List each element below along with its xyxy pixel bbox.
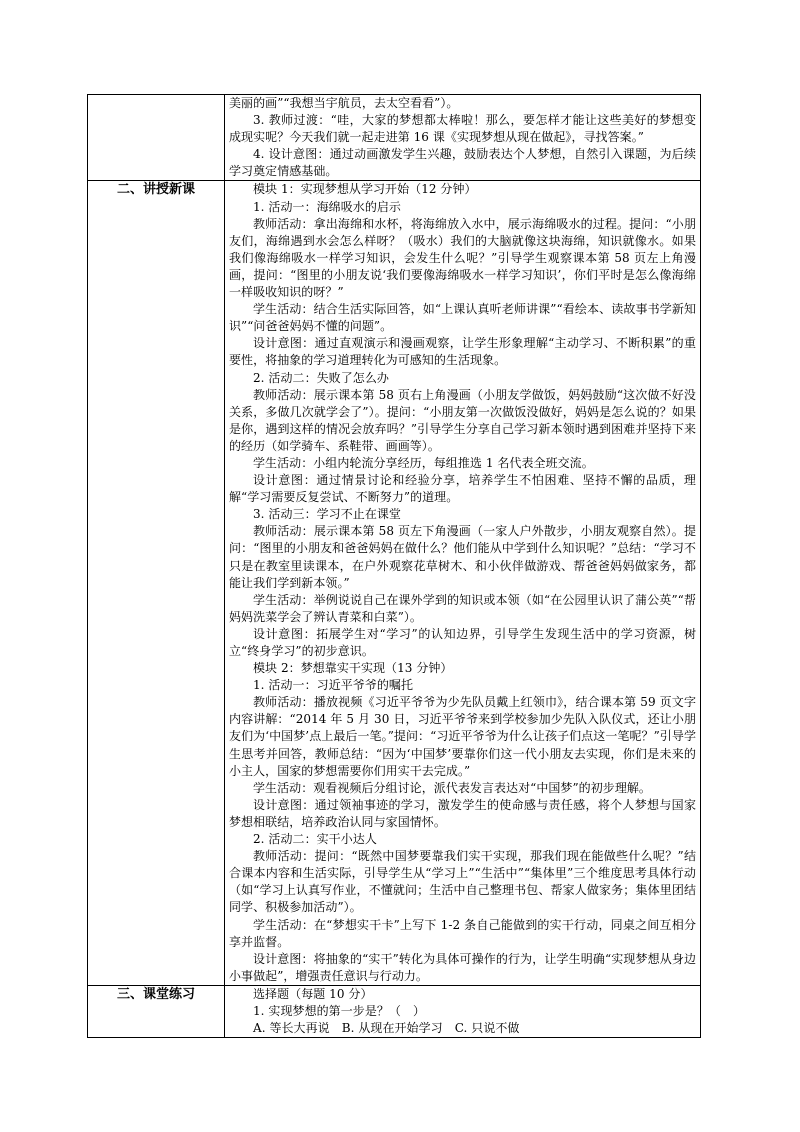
table-row [88, 985, 701, 1037]
question-text: 1. 实现梦想的第一步是？（ ） [253, 1003, 426, 1018]
section-label-cell [88, 985, 225, 1037]
paragraph: 学生活动：结合生活实际回答，如“上课认真听老师讲课”“看绘本、读故事书学新知识”“问爸爸妈妈不懂的问题”。 [229, 302, 696, 334]
exercise-heading: 选择题（每题 10 分） [253, 986, 373, 1001]
table-row [88, 95, 701, 181]
paragraph: 4. 设计意图：通过动画激发学生兴趣，鼓励表达个人梦想，自然引入课题，为后续学习奠定情感基础。 [229, 147, 696, 179]
paragraph: 学生活动：小组内轮流分享经历，每组推选 1 名代表全班交流。 [253, 455, 594, 470]
question-options: A. 等长大再说 B. 从现在开始学习 C. 只说不做 [253, 1021, 520, 1036]
paragraph: 设计意图：通过情景讨论和经验分享，培养学生不怕困难、坚持不懈的品质，理解“学习需要反复尝试、不断努力”的道理。 [229, 473, 696, 505]
activity-heading: 2. 活动二：失败了怎么办 [253, 370, 389, 385]
activity-heading: 3. 活动三：学习不止在课堂 [253, 507, 401, 522]
activity-heading: 1. 活动一：海绵吸水的启示 [253, 199, 401, 214]
table-row [88, 181, 701, 985]
activity-heading: 1. 活动一：习近平爷爷的嘱托 [253, 678, 414, 693]
paragraph: 设计意图：通过领袖事迹的学习，激发学生的使命感与责任感，将个人梦想与国家梦想相联结，培养政治认同与家国情怀。 [229, 797, 696, 829]
section-label-cell [88, 181, 225, 985]
section-label: 三、课堂练习 [116, 986, 195, 1002]
section-content-cell [225, 95, 701, 181]
paragraph: 设计意图：将抽象的“实干”转化为具体可操作的行为，让学生明确“实现梦想从身边小事做起”，增强责任意识与行动力。 [229, 951, 696, 983]
paragraph: 学生活动：举例说说自己在课外学到的知识或本领（如“在公园里认识了蒲公英”“帮妈妈洗菜学会了辨认青菜和白菜”）。 [229, 592, 696, 624]
lesson-plan-table [87, 94, 701, 1038]
paragraph: 3. 教师过渡：“哇，大家的梦想都太棒啦！那么，要怎样才能让这些美好的梦想变成现实呢？今天我们就一起走进第 16 课《实现梦想从现在做起》，寻找答案。” [229, 113, 696, 145]
paragraph: 教师活动：展示课本第 58 页左下角漫画（一家人户外散步，小朋友观察自然）。提问：“图里的小朋友和爸爸妈妈在做什么？他们能从中学到什么知识呢？”总结：“学习不只是在教室里读课本，在户外观察花草树木、和小伙伴做游戏、帮爸爸妈妈做家务，都能让我们学到新本领。” [229, 524, 696, 590]
section-content-cell [225, 181, 701, 985]
paragraph: 学生活动：在“梦想实干卡”上写下 1-2 条自己能做到的实干行动，同桌之间互相分享并监督。 [229, 917, 696, 949]
paragraph: 教师活动：提问：“既然中国梦要靠我们实干实现，那我们现在能做些什么呢？”结合课本内容和生活实际，引导学生从“学习上”“生活中”“集体里”三个维度思考具体行动（如“学习上认真写作业，不懂就问；生活中自己整理书包、帮家人做家务；集体里团结同学、积极参加活动”）。 [229, 849, 696, 915]
paragraph: 教师活动：展示课本第 58 页右上角漫画（小朋友学做饭，妈妈鼓励“这次做不好没关系，多做几次就学会了”）。提问：“小朋友第一次做饭没做好，妈妈是怎么说的？如果是你，遇到这样的情况会放弃吗？”引导学生分享自己学习新本领时遇到困难并坚持下来的经历（如学骑车、系鞋带、画画等）。 [229, 387, 696, 453]
module-heading: 模块 2：梦想靠实干实现（13 分钟） [253, 661, 453, 676]
paragraph: 学生活动：观看视频后分组讨论，派代表发言表达对“中国梦”的初步理解。 [253, 780, 651, 795]
section-content-cell [225, 985, 701, 1037]
paragraph: 设计意图：通过直观演示和漫画观察，让学生形象理解“主动学习、不断积累”的重要性，将抽象的学习道理转化为可感知的生活现象。 [229, 336, 696, 368]
activity-heading: 2. 活动二：实干小达人 [253, 832, 377, 847]
module-heading: 模块 1：实现梦想从学习开始（12 分钟） [253, 182, 477, 197]
section-label: 二、讲授新课 [116, 182, 195, 198]
paragraph: 美丽的画”“我想当宇航员，去太空看看”）。 [229, 96, 459, 110]
section-label-cell [88, 95, 225, 181]
paragraph: 教师活动：拿出海绵和水杯，将海绵放入水中，展示海绵吸水的过程。提问：“小朋友们，海绵遇到水会怎么样呀？（吸水）我们的大脑就像这块海绵，知识就像水。如果我们像海绵吸水一样学习知识，会发生什么呢？”引导学生观察课本第 58 页左上角漫画，提问：“图里的小朋友说‘我们要像海绵吸水一样学习知识’，你们平时是怎么像海绵一样吸收知识的呀？” [229, 216, 696, 300]
paragraph: 设计意图：拓展学生对“学习”的认知边界，引导学生发现生活中的学习资源，树立“终身学习”的初步意识。 [229, 626, 696, 658]
paragraph: 教师活动：播放视频《习近平爷爷为少先队员戴上红领巾》，结合课本第 59 页文字内容讲解：“2014 年 5 月 30 日，习近平爷爷来到学校参加少先队入队仪式，还让小朋友们为‘中国梦’点上最后一笔。”提问：“习近平爷爷为什么让孩子们点这一笔呢？”引导学生思考并回答，教师总结：“因为‘中国梦’要靠你们这一代小朋友去实现，你们是未来的小主人，国家的梦想需要你们用实干去完成。” [229, 695, 696, 778]
